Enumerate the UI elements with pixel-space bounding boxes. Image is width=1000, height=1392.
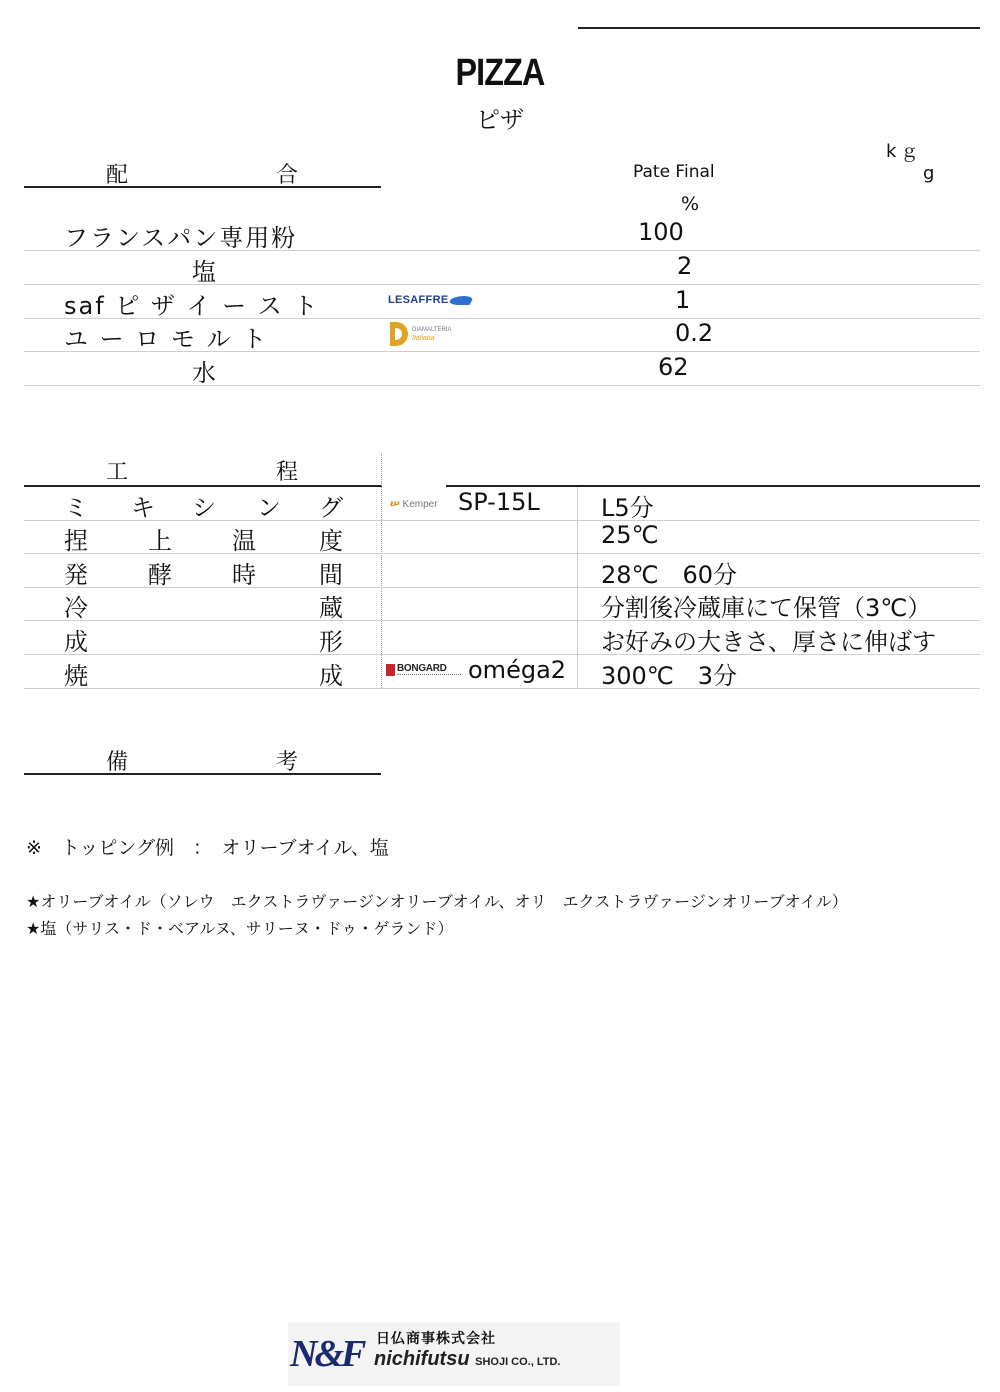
process-detail: 300℃ 3分 (601, 662, 738, 690)
equipment-name: oméga2 (468, 656, 567, 684)
diamalteria-logo (388, 320, 452, 350)
process-row (24, 621, 980, 655)
process-label-part: キ (131, 494, 155, 522)
equipment-name: SP-15L (458, 488, 540, 516)
lesaffre-swoosh-icon (448, 296, 475, 305)
unit-kg: kｇ (886, 141, 923, 162)
process-label-part: 蔵 (319, 594, 343, 622)
page-subtitle: ピザ (476, 106, 524, 134)
process-label-part: 発 (64, 561, 88, 589)
unit-g: g (923, 163, 935, 184)
process-label-part: 冷 (64, 594, 88, 622)
kemper-mark-icon: ሠ (390, 496, 400, 510)
ingredient-name: saf ピ ザ イ ー ス ト (64, 292, 320, 320)
ingredient-name: 水 (192, 359, 216, 387)
process-label-part: 焼 (64, 662, 88, 690)
company-name-en-main: nichifutsu (374, 1348, 470, 1370)
ingredient-name: ユ ー ロ モ ル ト (64, 325, 269, 353)
process-label-part: 捏 (64, 527, 88, 555)
process-label-part: 度 (319, 527, 343, 555)
diamalteria-logo-subtext: Italiana (412, 335, 435, 342)
process-label-part: グ (319, 494, 343, 522)
top-rule (578, 27, 980, 29)
percent-label: % (681, 193, 700, 215)
ingredient-name: 塩 (192, 258, 216, 286)
process-label-part: 成 (64, 628, 88, 656)
remarks-heading-left: 備 (106, 750, 129, 775)
lesaffre-logo (388, 294, 472, 306)
nf-mark-logo: N&F (290, 1333, 364, 1375)
process-detail: 25℃ (601, 521, 659, 549)
process-row (24, 520, 980, 554)
bongard-tagline-decoration (397, 674, 461, 677)
page-title: PIZZA (455, 52, 545, 94)
ingredient-name: フランスパン専用粉 (64, 224, 298, 252)
bongard-logo-text: BONGARD (397, 663, 447, 674)
process-heading-left: 工 (106, 460, 129, 485)
process-row (24, 655, 980, 689)
process-label-part: 時 (232, 561, 256, 589)
process-detail: お好みの大きさ、厚さに伸ばす (601, 628, 937, 656)
process-label-part: 上 (148, 527, 172, 555)
process-row (24, 587, 980, 621)
process-detail: 分割後冷蔵庫にて保管（3℃） (601, 594, 932, 622)
ingredient-row (24, 352, 980, 386)
ingredient-value: 62 (658, 353, 689, 381)
company-logo (288, 1322, 620, 1386)
process-label-part: 温 (232, 527, 256, 555)
bongard-logo (386, 663, 462, 681)
diamalteria-d-icon (390, 322, 408, 346)
kemper-logo-text: Kemper (402, 499, 438, 510)
process-heading-right: 程 (276, 460, 299, 485)
topping-note: ※ トッピング例 ： オリーブオイル、塩 (26, 837, 389, 859)
ingredient-row (24, 285, 980, 319)
process-row (24, 554, 980, 588)
company-name-en (374, 1348, 560, 1371)
ingredient-value: 0.2 (675, 319, 714, 347)
process-label-part: ン (257, 494, 281, 522)
process-label-part: 形 (319, 628, 343, 656)
ingredient-row (24, 251, 980, 285)
ingredient-row (24, 318, 980, 352)
process-label-part: 間 (319, 561, 343, 589)
column-divider (577, 487, 578, 687)
salt-note: ★塩（サリス・ド・ベアルヌ、サリーヌ・ドゥ・ゲランド） (26, 919, 454, 938)
formula-heading-left: 配 (106, 163, 129, 188)
process-detail: 28℃ 60分 (601, 561, 738, 589)
process-label-part: シ (192, 494, 216, 522)
diamalteria-logo-text: DIAMALTERIA (412, 327, 452, 333)
process-label-part: 成 (319, 662, 343, 690)
ingredient-row (24, 217, 980, 251)
process-label-part: 酵 (148, 561, 172, 589)
remarks-heading (24, 745, 381, 775)
company-name-suffix: SHOJI CO., LTD. (475, 1356, 561, 1368)
process-detail: L5分 (601, 494, 654, 522)
ingredient-value: 2 (677, 252, 693, 280)
bongard-mark-icon (386, 664, 395, 676)
ingredient-value: 100 (638, 218, 684, 246)
lesaffre-logo-text: LESAFFRE (388, 294, 449, 306)
process-label-part: ミ (64, 494, 88, 522)
process-heading (24, 455, 381, 483)
pate-final-label: Pate Final (633, 162, 715, 182)
process-row (24, 487, 980, 521)
formula-heading (24, 158, 381, 188)
formula-heading-right: 合 (276, 163, 299, 188)
olive-oil-note: ★オリーブオイル（ソレウ エクストラヴァージンオリーブオイル、オリ エクストラヴァージンオリーブオイル） (26, 892, 848, 911)
kemper-logo (390, 496, 438, 511)
ingredient-value: 1 (675, 286, 691, 314)
remarks-heading-right: 考 (276, 750, 299, 775)
company-name-jp: 日仏商事株式会社 (376, 1331, 496, 1347)
